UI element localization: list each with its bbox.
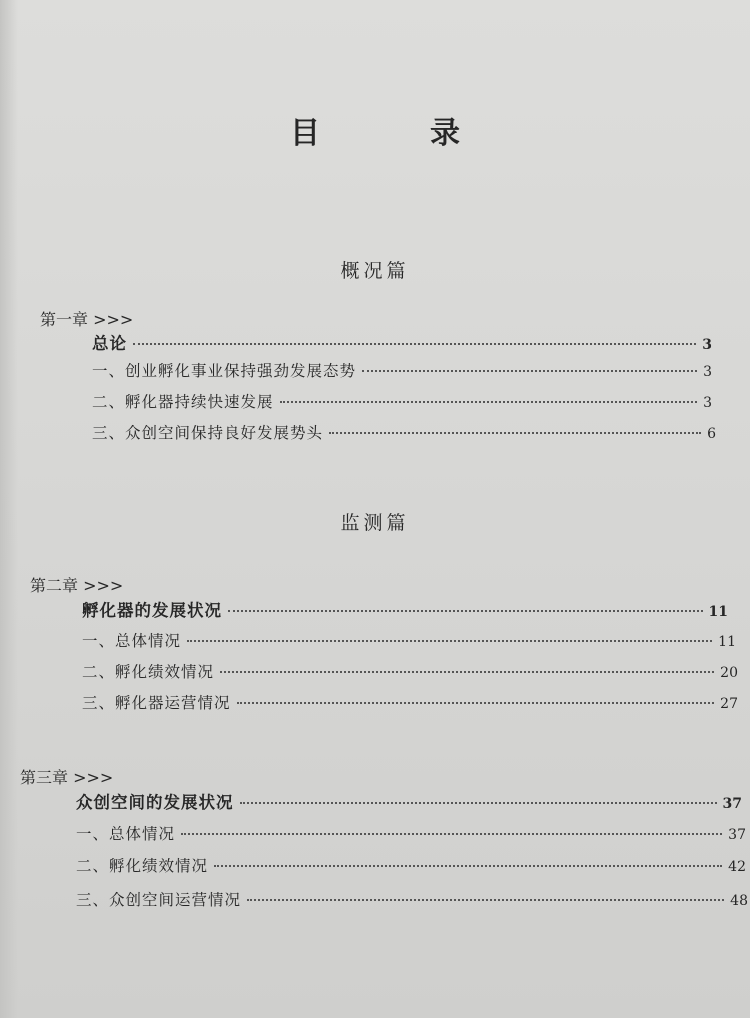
toc-page-number: 27	[720, 696, 738, 712]
toc-page-number: 3	[702, 337, 712, 353]
toc-page-number: 3	[703, 364, 712, 380]
dot-leader	[228, 610, 703, 612]
dot-leader	[187, 640, 712, 642]
toc-entry-2-3[interactable]	[82, 691, 738, 713]
dot-leader	[362, 370, 697, 372]
chapter-label-3: 第三章 >>>	[20, 768, 114, 787]
toc-entry-title: 一、总体情况	[76, 825, 176, 843]
part-heading-monitoring: 监测篇	[340, 512, 410, 534]
dot-leader	[329, 432, 701, 434]
toc-entry-2-1[interactable]	[82, 629, 736, 651]
toc-entry-1-1[interactable]	[92, 359, 712, 381]
toc-title: 目 录	[290, 116, 500, 151]
toc-entry-title: 三、众创空间运营情况	[76, 891, 242, 909]
toc-entry-1-2[interactable]	[92, 390, 712, 412]
toc-entry-3-3[interactable]	[76, 888, 748, 910]
toc-entry-title: 二、孵化器持续快速发展	[92, 393, 274, 411]
toc-page-number: 48	[730, 893, 748, 909]
toc-entry-chapter-2[interactable]	[82, 597, 728, 621]
toc-entry-title: 三、孵化器运营情况	[82, 694, 231, 712]
toc-entry-2-2[interactable]	[82, 660, 738, 682]
dot-leader	[214, 865, 722, 867]
toc-page-number: 37	[722, 796, 742, 812]
toc-entry-title: 总论	[92, 334, 127, 353]
toc-entry-chapter-3[interactable]	[76, 789, 742, 813]
toc-entry-title: 一、总体情况	[82, 632, 182, 650]
toc-page-number: 3	[703, 395, 712, 411]
dot-leader	[280, 401, 698, 403]
dot-leader	[220, 671, 714, 673]
toc-entry-3-2[interactable]	[76, 854, 746, 876]
chapter-label-2: 第二章 >>>	[30, 576, 124, 595]
toc-entry-title: 一、创业孵化事业保持强劲发展态势	[92, 362, 357, 380]
toc-page-number: 6	[707, 426, 716, 442]
toc-entry-chapter-1[interactable]	[92, 330, 712, 354]
toc-entry-title: 三、众创空间保持良好发展势头	[92, 424, 324, 442]
toc-entry-3-1[interactable]	[76, 822, 746, 844]
dot-leader	[133, 343, 696, 345]
dot-leader	[237, 702, 715, 704]
toc-entry-1-3[interactable]	[92, 421, 716, 443]
toc-page-number: 11	[718, 634, 736, 650]
dot-leader	[247, 899, 724, 901]
toc-page-number: 20	[720, 665, 738, 681]
toc-page-number: 37	[728, 827, 746, 843]
toc-page-number: 42	[728, 859, 746, 875]
dot-leader	[181, 833, 722, 835]
toc-entry-title: 二、孵化绩效情况	[82, 663, 215, 681]
chapter-label-1: 第一章 >>>	[40, 310, 134, 329]
dot-leader	[240, 802, 717, 804]
part-heading-overview: 概况篇	[340, 260, 410, 282]
toc-entry-title: 二、孵化绩效情况	[76, 857, 209, 875]
toc-entry-title: 众创空间的发展状况	[76, 793, 234, 812]
toc-entry-title: 孵化器的发展状况	[82, 601, 222, 620]
toc-page-number: 11	[708, 604, 728, 620]
